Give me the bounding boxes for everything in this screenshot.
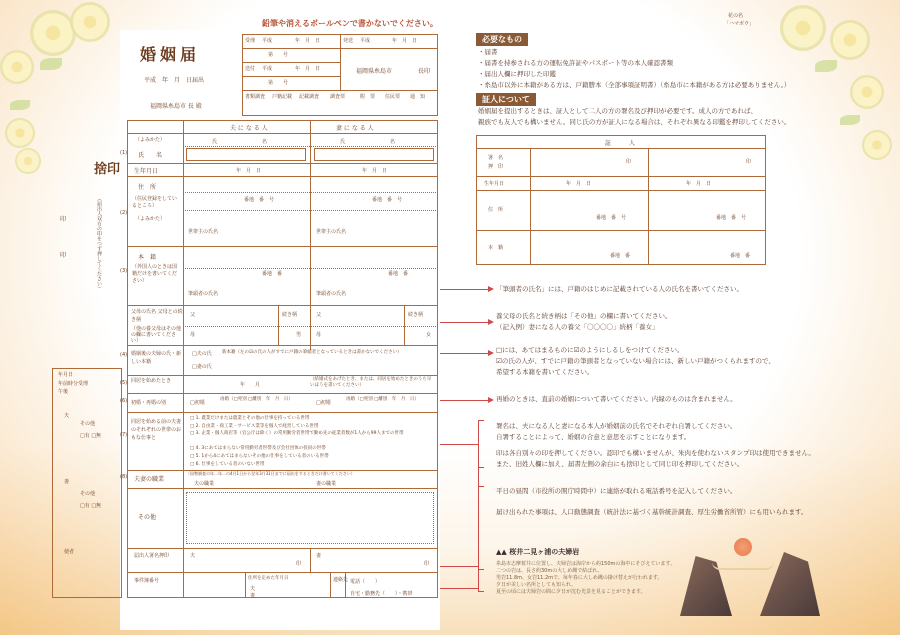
received-label: 受理 xyxy=(245,38,256,44)
wife-move-in[interactable]: 妻 xyxy=(250,593,256,599)
husband-remarry-checkbox[interactable]: 再婚（□死別 □離別 年 月 日） xyxy=(220,397,293,402)
occupation-option-3[interactable]: □ 3. 企業・個人商店等（官公庁は除く）の常用勤労者世帯で勤め先の従業者数が1人から99人までの世帯 xyxy=(190,431,404,436)
new-name-label: 婚姻後の夫婦の氏・新しい本籍 xyxy=(131,351,182,365)
wife-job-field[interactable]: 妻の職業 xyxy=(316,481,337,487)
page: 鉛筆や消えるボールペンで書かないでください。 婚姻届 平成 年 月 日届出 福岡県糸島市 長 殿 受理 平成 年 月 日 発送 平成 年 月 日 第 号 送付 平成 年 月 日 第 号 福岡県糸島市 長印 書類調査 戸籍記載 記載調査 調査票 附 票 住民票 通 知 捨印 （届出人双方の印をつず押してください） 印 印 夫 に な る 人 妻 に な る 人 （よみかた） 氏 名 氏 名 氏 名 生年月日 年 月 日 年 月 日 住 所 （住民登録をしているところ） （よみかた） 番地 番 号 番地 番 号 世帯主の氏名 世帯主の氏名 本 籍 （外国人のときは国籍だけを書いてください） 番地 番 番地 番 筆頭者の氏名 筆頭者の氏名 父母の氏名 父母との続き柄 （他の養父母はその他の欄に書いてください） 父 母 続き柄 男 父 母 続き柄 女 婚姻後の夫婦の氏・新しい本籍 □夫の氏 □妻の氏 新本籍（左の☑の氏の人がすでに戸籍の筆頭者となっているときは書かないでください） 同居を始めたとき 年 月 （結婚式をあげたとき、または、同居を始めたときのうち早いほうを書いてください） 初婚・再婚の別 □初婚 再婚（□死別 □離別 年 月 日） □初婚 再婚（□死別 □離別 年 月 日） 同居を始める前の夫妻のそれぞれの世帯のおもな仕事と □ 1. 農業だけまたは農業とその他の仕事を持っている世帯 □ 2. 自由業・商工業・サービス業等を個人で経営している世帯 □ 3. 企業・個人商店等（官公庁は除く）の常用勤労者世帯で勤め先の従業者数が1人から99人までの世帯 □ 4. 3にあてはまらない常用勤労者世帯及び会社団体の役員の世帯 □ 5. 1から4にあてはまらないその他の仕事をしている者のいる世帯 □ 6. 仕事をしている者のいない世帯 夫妻の職業 （国勢調査の年…年…の4月1日から翌年3月31日までに届出をするときだけ書いてください） 夫の職業 妻の職業 その他 届出人署名押印 夫 印 妻 印 事件簿番号 住所を定めた年月日 夫 妻 連絡先 電話（ ） 自宅・勤務先（ ）・携帯 年月日 年前時分受理 午後 夫 妻 使者 □有 □無 □有 □無 その他 その他 (1) (2) (3) (4) (5) (6) (7) (8) 花の名 「ハマボウ」 必要なもの ・届書 ・届書を持参される方の運転免許証やパスポート等の本人確認書類 ・届出人欄に押印した印鑑 ・糸島市以外に本籍がある方は、戸籍謄本（全部事項証明書）（糸島市に本籍がある方は必要ありません。） 証人について 婚姻届を提出するときは、証人として二人の方の署名及び押印が必要です。成人の方であれば、 親族でも友人でも構いません。同じ氏の方が証人になる場合は、それぞれ異なる印鑑を押印してください。 証 人 署 名 押 印 生年月日 住 所 本 籍 印 印 年 月 日 年 月 日 番地 番 号 番地 番 号 番地 番 番地 番 「筆頭者の氏名」には、戸籍のはじめに記載されている人の氏名を書いてください。 養父母の氏名と続き柄は「その他」の欄に書いてください。 （記入例）妻になる人の養父「〇〇〇〇」続柄「養女」 □には、あてはまるものに☑のようにしるしをつけてください。 ☑の氏の人が、すでに戸籍の筆頭者となっていない場合には、新しい戸籍がつくられますので、 希望する本籍を書いてください。 再婚のときは、直前の婚姻について書いてください。内縁のものは含まれません。 署名は、夫になる人と妻になる本人が婚姻前の氏名でそれぞれ自署してください。 自署することによって、婚姻の合意と意思を示すことになります。 印は各自別々の印を押してください。認印でも構いませんが、朱肉を使わないスタンプ印は使用できません。 また、旧姓人欄に加え、届書左側の余白にも捨印として同じ印を押印してください。 平日の昼間（市役所の開庁時間中）に連絡が取れる電話番号を記入してください。 届け出られた事項は、人口動態調査（統計法に基づく基幹統計調査、厚生労働省所管）にも用いられます。 ▲▲ 桜井二見ヶ浦の夫婦岩 糸島市志摩桜井に位置し、夫婦岩は海岸から約150mの海中にそびえています。 二つの岩は、長さ約30mの大しめ縄で結ばれ、 男岩11.8m、女岩11.2mで、毎年春に大しめ縄の掛け替えが行われます。 夕日が美しい名所としても知られ、 夏至の頃には夫婦岩の間に夕日が沈む光景を見ることができます。 xyxy=(0,0,900,635)
leaf-icon xyxy=(815,60,837,72)
flower-icon xyxy=(830,20,870,60)
spare-seal-label: 捨印 xyxy=(94,162,121,177)
witness-signature-label: 署 名 xyxy=(488,155,504,161)
husband-name-field[interactable] xyxy=(186,148,306,161)
cohabit-label: 同居を始めたとき xyxy=(131,378,172,384)
leaf-icon xyxy=(10,100,30,110)
wife-householder[interactable]: 世帯主の氏名 xyxy=(316,229,347,235)
flower-icon xyxy=(850,75,884,109)
husband-birth-field[interactable]: 年 月 日 xyxy=(236,168,262,174)
flower-icon xyxy=(862,130,892,160)
photo-caption: ▲▲ 桜井二見ヶ浦の夫婦岩 xyxy=(496,548,580,556)
witness-table xyxy=(476,135,766,265)
signature-label: 届出人署名押印 xyxy=(134,553,170,559)
witness1-birth[interactable]: 年 月 日 xyxy=(566,181,592,187)
wife-signature-seal[interactable]: 印 xyxy=(424,561,430,567)
sun-icon xyxy=(734,538,752,556)
sent-label: 発送 xyxy=(343,38,354,44)
occupation-option-2[interactable]: □ 2. 自由業・商工業・サービス業等を個人で経営している世帯 xyxy=(190,424,319,429)
occupation-option-1[interactable]: □ 1. 農業だけまたは農業とその他の仕事を持っている世帯 xyxy=(190,416,310,421)
witness1-seal[interactable]: 印 xyxy=(626,159,632,165)
new-domicile-field[interactable]: 新本籍（左の☑の氏の人がすでに戸籍の筆頭者となっているときは書かないでください） xyxy=(222,350,402,355)
wife-mother[interactable]: 母 xyxy=(316,332,322,338)
flower-icon xyxy=(15,148,41,174)
flower-icon xyxy=(30,10,76,56)
parents-label: 父母の氏名 父母との続き柄 xyxy=(131,309,183,323)
pencil-warning: 鉛筆や消えるボールペンで書かないでください。 xyxy=(262,19,438,28)
husband-address-num[interactable]: 番地 番 号 xyxy=(244,197,275,203)
occupation-label: 夫妻の職業 xyxy=(134,476,165,483)
witness2-address[interactable]: 番地 番 号 xyxy=(716,215,747,221)
spare-seal-note: （届出人双方の印をつず押してください） xyxy=(96,196,102,291)
other-label: その他 xyxy=(138,514,157,521)
addressee: 福岡県糸島市 長 殿 xyxy=(150,103,202,110)
husband-job-field[interactable]: 夫の職業 xyxy=(194,481,215,487)
husband-name-checkbox[interactable]: □夫の氏 xyxy=(192,351,212,357)
wife-father[interactable]: 父 xyxy=(316,312,322,318)
prior-marriage-label: 初婚・再婚の別 xyxy=(131,400,167,406)
domicile-label: 本 籍 xyxy=(138,254,157,261)
cohabit-field[interactable]: 年 月 xyxy=(240,382,261,388)
husband-father[interactable]: 父 xyxy=(190,312,196,318)
wife-name-checkbox[interactable]: □妻の氏 xyxy=(192,364,212,370)
husband-first-checkbox[interactable]: □初婚 xyxy=(190,400,205,406)
delivered-label: 送付 xyxy=(245,66,256,72)
husband-head-name[interactable]: 筆頭者の氏名 xyxy=(188,291,219,297)
leaf-icon xyxy=(40,58,62,70)
home-work-mobile[interactable]: 自宅・勤務先（ ）・携帯 xyxy=(350,591,413,597)
office-name: 福岡県糸島市 xyxy=(356,68,393,75)
flower-icon xyxy=(0,50,34,84)
husband-householder[interactable]: 世帯主の氏名 xyxy=(188,229,219,235)
name-label: 氏 名 xyxy=(138,152,163,159)
leaf-icon xyxy=(840,115,860,125)
wife-remarry-checkbox[interactable]: 再婚（□死別 □離別 年 月 日） xyxy=(346,397,419,402)
wife-domicile-num[interactable]: 番地 番 xyxy=(388,271,409,277)
flower-icon xyxy=(5,118,35,148)
occupation-option-6[interactable]: □ 6. 仕事をしている者のいない世帯 xyxy=(190,462,265,467)
husband-domicile-num[interactable]: 番地 番 xyxy=(262,271,283,277)
wife-header: 妻 に な る 人 xyxy=(336,125,374,132)
seal-mark[interactable]: 印 xyxy=(60,252,67,259)
wife-head-name[interactable]: 筆頭者の氏名 xyxy=(316,291,347,297)
rope-icon xyxy=(712,562,774,570)
occupation-option-4[interactable]: □ 4. 3にあてはまらない常用勤労者世帯及び会社団体の役員の世帯 xyxy=(190,446,326,451)
husband-signature-seal[interactable]: 印 xyxy=(296,561,302,567)
phone-field[interactable]: 電話（ ） xyxy=(350,579,381,585)
witness-heading: 証人について xyxy=(476,93,536,106)
seal-mark[interactable]: 印 xyxy=(60,216,67,223)
case-number-label: 事件簿番号 xyxy=(134,578,160,584)
birth-label: 生年月日 xyxy=(134,168,159,175)
witness2-domicile[interactable]: 番地 番 xyxy=(730,253,751,259)
wife-first-checkbox[interactable]: □初婚 xyxy=(316,400,331,406)
wife-birth-field[interactable]: 年 月 日 xyxy=(362,168,388,174)
other-field[interactable] xyxy=(186,492,434,544)
witness1-domicile[interactable]: 番地 番 xyxy=(610,253,631,259)
occupation-option-5[interactable]: □ 5. 1から4にあてはまらないその他の仕事をしている者のいる世帯 xyxy=(190,454,329,459)
address-label: 住 所 xyxy=(138,184,157,191)
submission-date[interactable]: 平成 年 月 日届出 xyxy=(144,77,205,84)
flower-icon xyxy=(70,2,110,42)
flower-icon xyxy=(780,5,826,51)
witness2-birth[interactable]: 年 月 日 xyxy=(686,181,712,187)
husband-move-in[interactable]: 夫 xyxy=(250,586,256,592)
side-strip xyxy=(52,368,122,598)
witness2-seal[interactable]: 印 xyxy=(746,159,752,165)
wife-name-field[interactable] xyxy=(314,148,434,161)
household-work-label: 同居を始める前の夫妻のそれぞれの世帯のおもな仕事と xyxy=(131,419,182,441)
husband-header: 夫 に な る 人 xyxy=(230,125,268,132)
needed-heading: 必要なもの xyxy=(476,33,528,46)
wife-address-num[interactable]: 番地 番 号 xyxy=(372,197,403,203)
witness1-address[interactable]: 番地 番 号 xyxy=(596,215,627,221)
husband-mother[interactable]: 母 xyxy=(190,332,196,338)
form-title: 婚姻届 xyxy=(140,45,201,64)
